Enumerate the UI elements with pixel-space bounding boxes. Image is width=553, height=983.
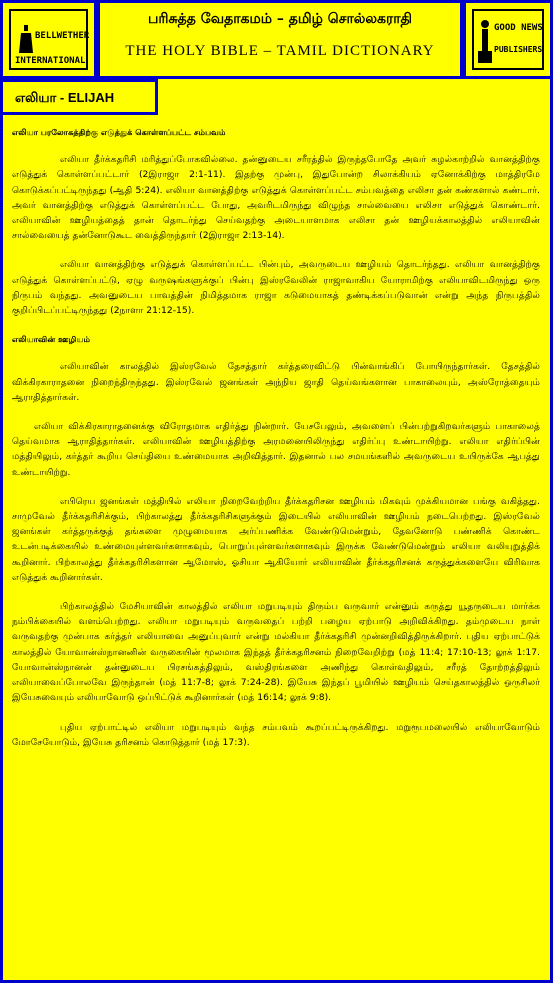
publisher-logo-right [463,0,553,79]
paragraph: எலியாவின் காலத்தில் இஸ்ரவேல் தேசத்தார் கர்த்தரைவிட்டு பின்வாங்கிப் போயிருந்தார்கள். தேசத்தில் விக்கிரகாராதனை நிறைந்திருந்தது. இஸ்ரவேல் ஜனங்கள் அந்நிய ஜாதி தெய்வங்களான பாகாலையும், அஸ்ரோத்தையும் ஆராதித்தார்கள். [12,361,540,403]
title-box [97,0,463,79]
entry-body [12,125,540,764]
paragraph: எலியா விக்கிரகாராதனைக்கு விரோதமாக எதிர்த்து நின்றார். யேசபேலும், அவளைப் பின்பற்றுகிறவர்களும் பாகாலைத் தெய்வமாக ஆராதித்தார்கள். எலியாவின் ஊழியத்திற்கு அரமனையிலிருந்து எதிர்ப்பு உண்டாயிற்று. எலியா எதிர்ப்பின் மத்தியிலும், கர்த்தர் கூறிய செய்தியை உண்மையாக அறிவித்தார். இதனால் பல சமயங்களில் அவருடைய உயிருக்கே ஆபத்து உண்டாயிற்று. [12,421,540,478]
title-tamil: பரிசுத்த வேதாகமம் – தமிழ் சொல்லகராதி [148,11,412,27]
section-heading: எலியாவின் ஊழியம் [12,334,91,345]
section-heading: எலியா பரலோகத்திற்கு எடுத்துக் கொள்ளப்பட்ட சம்பவம் [12,127,226,137]
title-english: THE HOLY BIBLE – TAMIL DICTIONARY [125,43,435,59]
paragraph: எலியா தீர்க்கதரிசி மரித்துப்போகவில்லை. தன்னுடைய சரீரத்தில் இருந்தபோதே அவர் சுழல்காற்றில் வானத்திற்கு எடுத்துக் கொள்ளப்பட்டார் (2இராஜா 2:1-11). இதற்கு முன்பு, இதுபோன்ற சிலாக்கியம் ஏனோக்கிற்கு மாத்திரமே கொடுக்கப்பட்டிருந்தது (ஆதி 5:24). எலியா வானத்திற்கு எடுத்துக் கொள்ளப்பட்ட சம்பவத்தை எலிசா தன் கண்களால் கண்டார். அவர் வானத்திற்கு எடுத்துக் கொள்ளப்பட்ட போது, அவரிடமிருந்து விழுந்த சால்வையை எலிசா எடுத்துக் கொண்டார். எலியாவின் ஊழியத்தைத் தான் தொடர்ந்து செய்வதற்கு அடையாளமாக எலிசா தன் ஊழியக்காலத்தில் எலியாவின் சால்வையைத் தன்னோடுகூட வைத்திருந்தார் (2இராஜா 2:13-14). [12,154,540,242]
entry-headword-box [0,79,158,115]
entry-headword: எலியா - ELIJAH [15,90,115,105]
paragraph: பிற்காலத்தில் மேசியாவின் காலத்தில் எலியா மறுபடியும் திரும்ப வருவார் என்னும் கருத்து யூதருடைய மார்க்க நம்பிக்கையில் வளம்பெற்றது. எலியா மறுபடியும் வருவதைப் பற்றி பழைய ஏற்பாடு அறிவிக்கிறது. தம்முடைய நாள் வருவதற்கு முன்பாக கர்த்தர் எலியாவை அனுப்புவார் என்று மல்கியா தீர்க்கதரிசி முன்னறிவித்திருக்கிறார். புதிய ஏற்பாட்டுக் காலத்தில் யோவான்ஸ்நானனின் வருகையின் மூலமாக இந்தத் தீர்க்கதரிசனம் நிறைவேறிற்று (மத் 11:4; 17:10-13; லூக் 1:17. யோவான்ஸ்நானன் தன்னுடைய பிரசங்கத்திலும், வஸ்திரங்களை அணிந்து கொள்வதிலும், சரீரத் தோற்றத்திலும் எலியாவைப்போலவே இருந்தான் (மத் 11:7-8; லூக் 7:24-28). இயேசு இந்தப் பூமியில் ஊழியம் செய்தகாலத்தில் ஒருசிலர் இயேசுவையும் எலியாவோடு ஒப்பிட்டுக் கூறினார்கள் (மத் 16:14; லூக் 9:8). [12,601,540,704]
publisher-logo-left [0,0,97,79]
paragraph: புதிய ஏற்பாட்டில் எலியா மறுபடியும் வந்த சம்பவம் கூறப்பட்டிருக்கிறது. மறுரூபமலையில் எலியாவோடும் மோசேயோடும், இயேசு தரிசனம் கொடுத்தார் (மத் 17:3). [12,721,540,748]
logo-right-line2: PUBLISHERS [494,45,543,54]
logo-frame [472,9,544,70]
figure-icon [478,19,492,65]
bell-icon [19,25,33,55]
logo-frame [9,9,88,70]
page-header [0,0,553,80]
logo-left-line1: BELLWETHER [35,31,90,41]
logo-right-line1: GOOD NEWS [494,23,543,33]
paragraph: எபிரெய ஜனங்கள் மத்தியில் எலியா நிறைவேற்றிய தீர்க்கதரிசன ஊழியம் மிகவும் முக்கியமான பங்கு வகித்தது. சாமுவேல் தீர்க்கதரிசிக்கும், பிற்காலத்து தீர்க்கதரிசிகளுக்கும் இடையில் எலியாவின் ஊழியம் நடைபெற்றது. இஸ்ரவேல் ஜனங்கள் கர்த்தருக்குத் தங்களை முழுமையாக அர்ப்பணிக்க வேண்டுமென்றும், தேவனோடு பண்ணிக் கொண்ட உடன்படிக்கையில் உண்மையுள்ளவர்களாகவும், பொறுப்புள்ளவர்களாகவும் இருக்க வேண்டுமென்றும் எலியா வலியுறுத்திக் கூறினார். பிற்காலத்து தீர்க்கதரிசிகளான ஆமோஸ், ஓசியா ஆகியோர் எலியாவின் தீர்க்கதரிசனக் கருத்துக்களையே விரிவாக எடுத்துக் கூறினார்கள். [12,495,540,583]
paragraph: எலியா வானத்திற்கு எடுத்துக் கொள்ளப்பட்ட பின்பும், அவருடைய ஊழியம் தொடர்ந்தது. எலியா வானத்திற்கு எடுத்துக் கொள்ளப்பட்டு, ஏழு வருஷங்களுக்குப் பின்பு இஸ்ரவேலின் ராஜாவாகிய யோராமிற்கு எலியாவிடமிருந்து ஒரு நிருபம் வந்தது. அவனுடைய பாவத்தின் நிமித்தமாக ராஜா கடுமையாகத் தண்டிக்கப்படுவான் என்று அந்த நிருபத்தில் குறிப்பிடப்பட்டிருந்தது (2நாளா 21:12-15). [12,259,540,317]
logo-left-line2: INTERNATIONAL [15,56,86,66]
